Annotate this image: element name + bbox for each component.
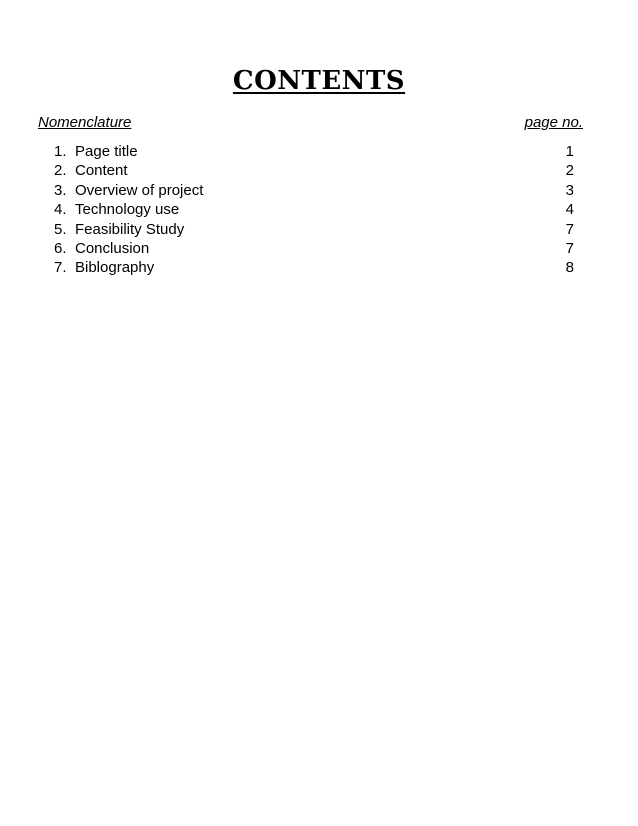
toc-entry-page: 3	[565, 181, 574, 199]
toc-entry	[54, 220, 574, 239]
toc-entry-number: 4.	[54, 201, 67, 219]
toc-entry	[54, 200, 574, 219]
toc-entry-page: 4	[565, 201, 574, 219]
toc-entry-page: 8	[565, 259, 574, 277]
toc-entry-label: Page title	[75, 143, 138, 160]
toc-entry-number: 1.	[54, 143, 67, 160]
toc-entry-label: Conclusion	[75, 239, 150, 257]
title-text: CONTENTS	[232, 66, 406, 96]
toc-entry-label: Feasibility Study	[75, 220, 185, 238]
toc-entry	[54, 181, 574, 200]
toc-entry-page: 1	[565, 143, 574, 160]
toc-entry-label: Technology use	[75, 201, 180, 219]
toc-entry	[54, 239, 574, 258]
toc-entry-number: 5.	[54, 220, 67, 238]
page-title	[0, 64, 638, 98]
toc-entry-page: 7	[565, 220, 574, 238]
toc-entry-label: Biblography	[75, 259, 155, 277]
toc-entry-number: 7.	[54, 259, 67, 277]
toc-entry-label: Overview of project	[75, 181, 204, 199]
toc-entry-label: Content	[75, 162, 128, 180]
toc-entry-page: 2	[565, 162, 574, 180]
toc-list	[54, 142, 574, 278]
toc-entry-number: 6.	[54, 239, 67, 257]
toc-entry-number: 2.	[54, 162, 67, 180]
toc-header	[38, 112, 583, 134]
page-no-heading: page no.	[524, 114, 583, 131]
toc-entry-number: 3.	[54, 181, 67, 199]
toc-entry-page: 7	[565, 239, 574, 257]
toc-entry	[54, 161, 574, 180]
toc-entry	[54, 142, 574, 161]
nomenclature-heading: Nomenclature	[38, 114, 132, 131]
toc-entry	[54, 258, 574, 277]
